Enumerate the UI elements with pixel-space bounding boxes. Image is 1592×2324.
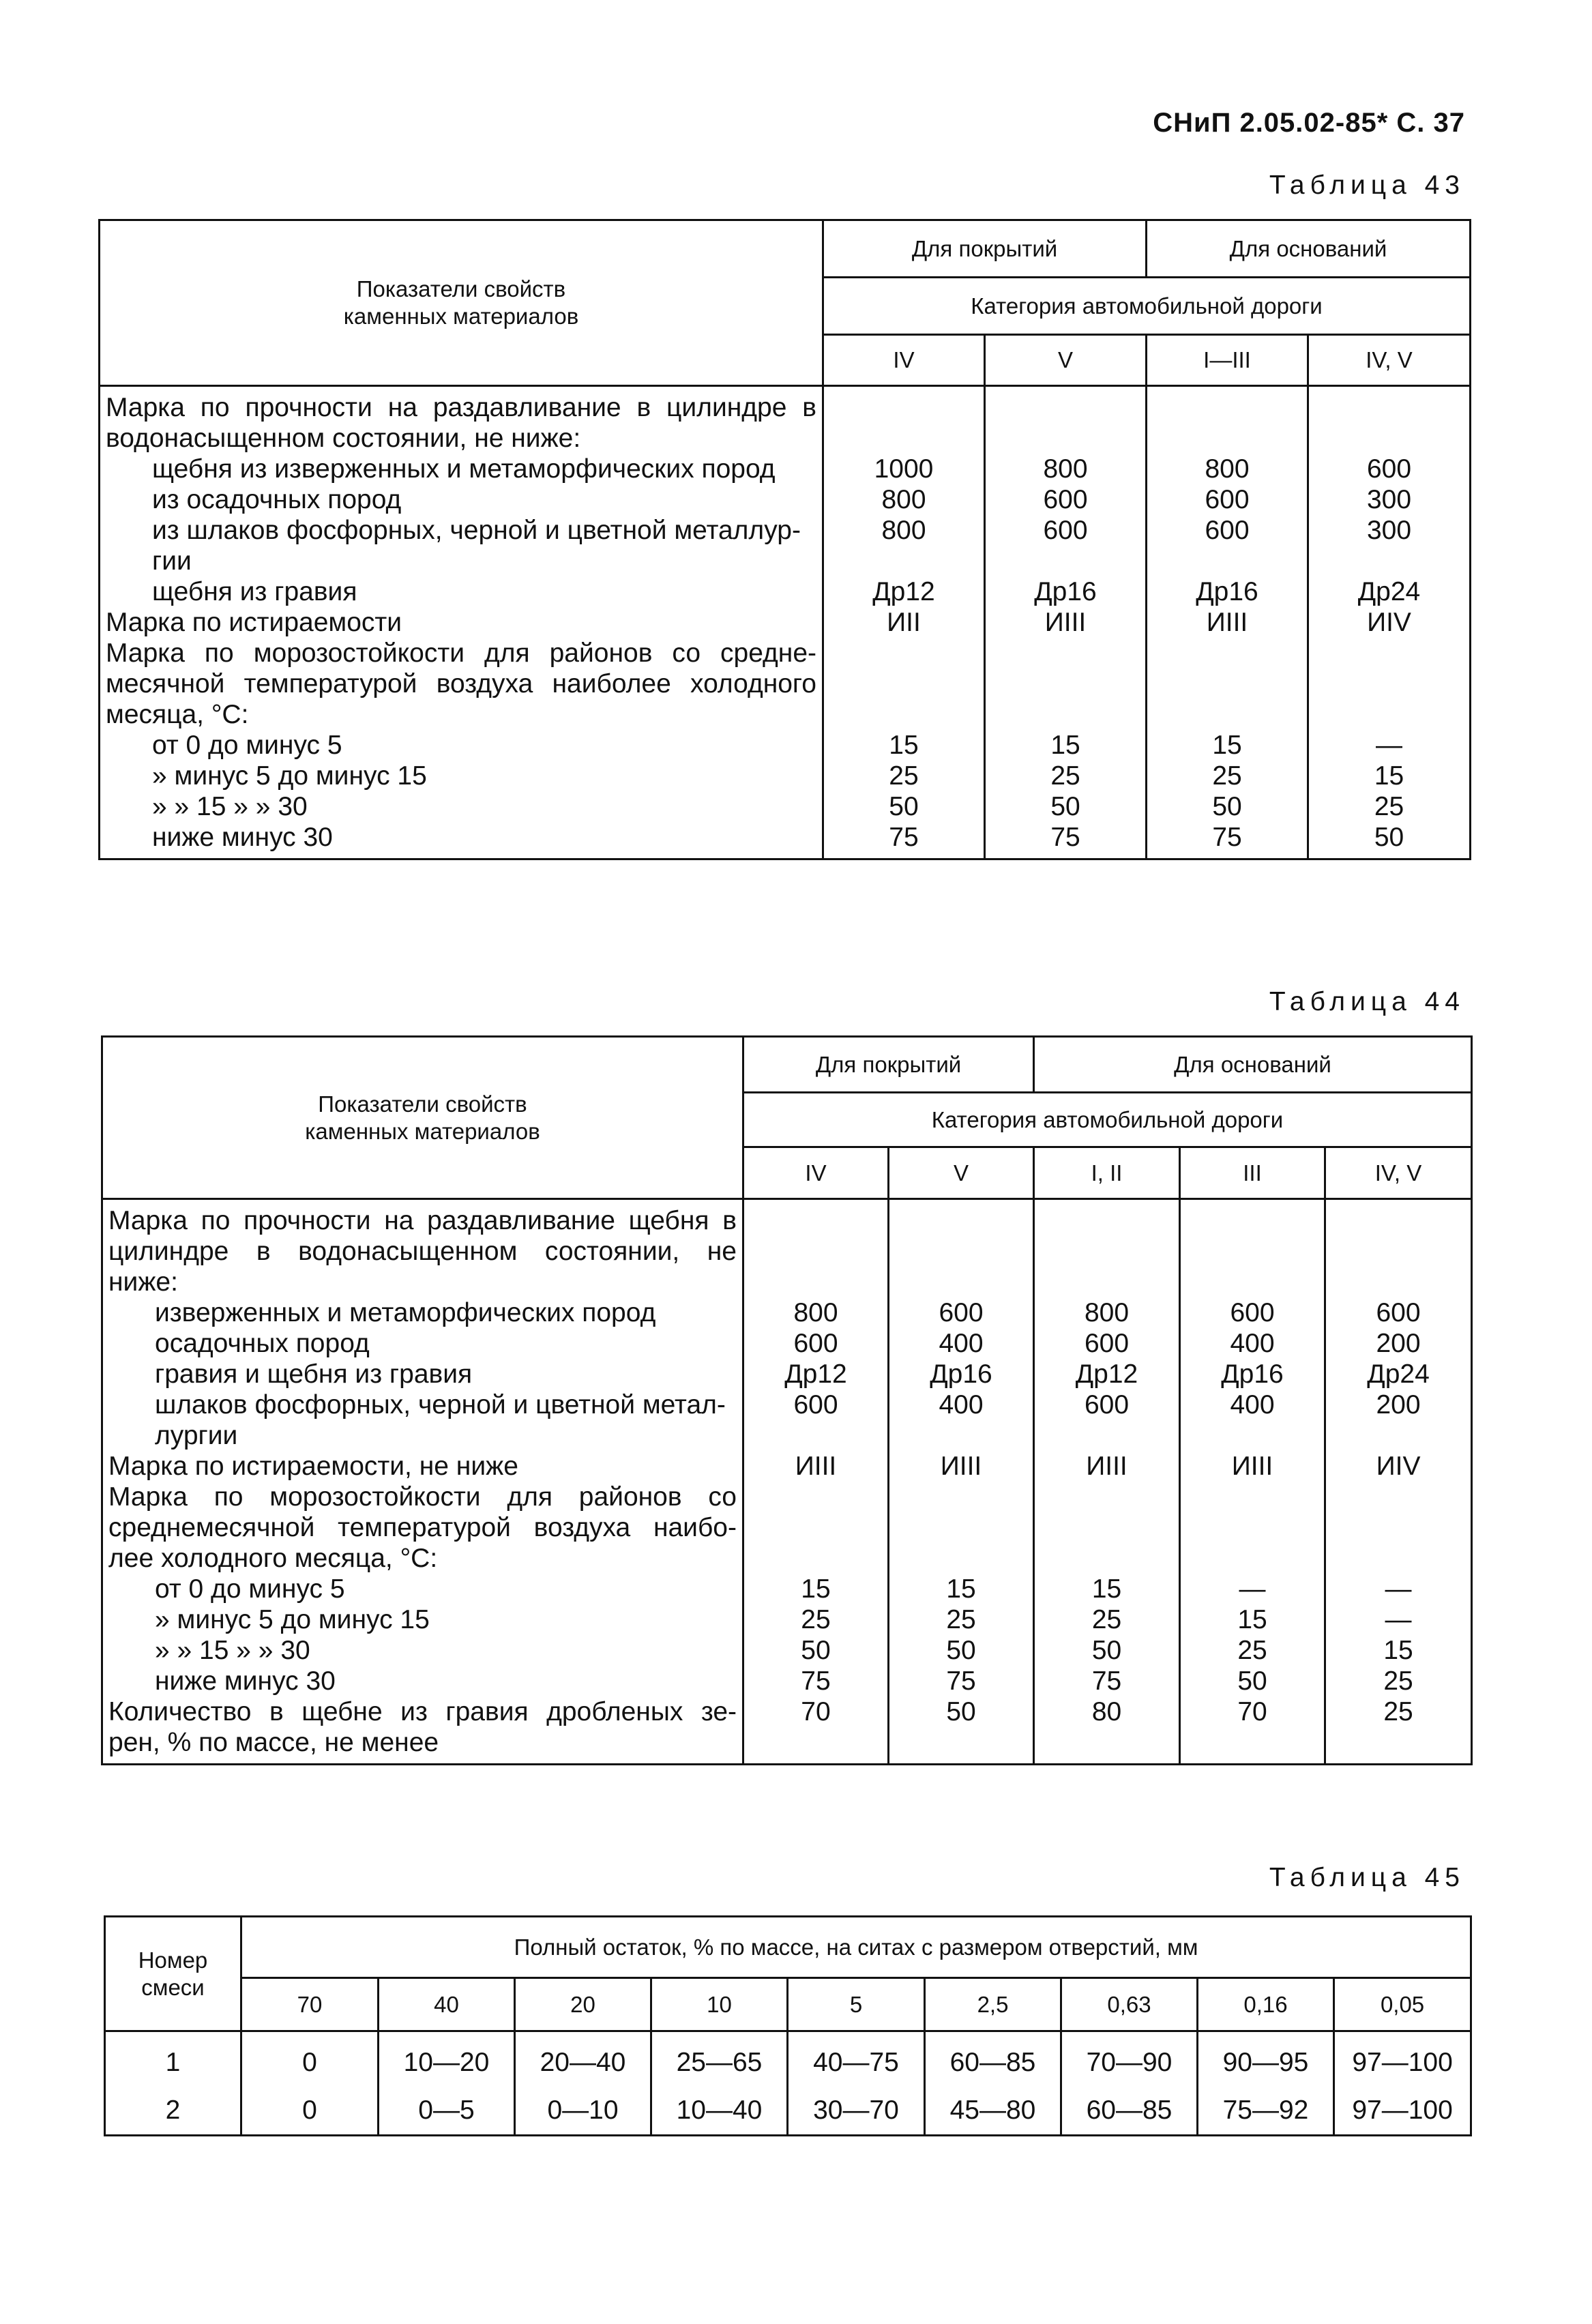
t43-empty-cell: [991, 423, 1140, 454]
t45-value-cell: 60—85: [949, 2048, 1036, 2077]
t44-empty-cell: [1040, 1727, 1173, 1758]
t43-empty-cell: [1314, 668, 1464, 699]
t43-value-cell: —: [1376, 731, 1403, 760]
t43-value-cell: 600: [1366, 454, 1412, 484]
t44-empty-cell: [1186, 1543, 1318, 1574]
t44-value-cell: 70: [1237, 1697, 1267, 1726]
t44-row-label: осадочных пород: [155, 1329, 370, 1358]
t44-value-cell: —: [1239, 1574, 1266, 1604]
t43-value-cell: 800: [881, 516, 926, 545]
t45-col-header: 5: [788, 1978, 925, 2031]
t45-value-cell: 10—20: [403, 2048, 490, 2077]
t44-col-header: V: [889, 1147, 1034, 1199]
t44-value-cell: 800: [1084, 1298, 1130, 1327]
t43-value-cell: 1000: [874, 454, 934, 484]
t43-row-label: водонасыщенном состоянии, не ниже:: [106, 424, 581, 453]
t43-empty-cell: [1314, 699, 1464, 730]
t44-value-column: [743, 1199, 889, 1765]
t44-row-label: от 0 до минус 5: [155, 1574, 345, 1604]
t43-empty-cell: [1314, 392, 1464, 423]
t44-empty-cell: [750, 1512, 882, 1543]
t43-value-cell: 15: [1374, 761, 1404, 791]
t43-empty-cell: [1153, 546, 1301, 576]
t44-empty-cell: [895, 1267, 1027, 1297]
t44-empty-cell: [1040, 1267, 1173, 1297]
t43-col-header: IV: [823, 335, 985, 386]
t44-value-column: [1325, 1199, 1472, 1765]
t43-value-cell: Др16: [1034, 577, 1097, 606]
t44-row-label: ниже минус 30: [155, 1666, 336, 1696]
t43-empty-cell: [991, 668, 1140, 699]
table-44: [101, 1035, 1473, 1765]
t44-empty-cell: [895, 1420, 1027, 1451]
t44-value-cell: Др12: [784, 1359, 847, 1389]
t45-ost-header: Полный остаток, % по массе, на ситах с размером отверстий, мм: [241, 1917, 1471, 1978]
t44-value-cell: 600: [939, 1298, 984, 1327]
t43-row-label: месяца, °С:: [106, 700, 249, 729]
t45-value-cell: 0: [302, 2048, 317, 2077]
t43-empty-cell: [829, 392, 978, 423]
t43-value-column: [985, 386, 1147, 859]
t44-value-cell: Др24: [1367, 1359, 1430, 1389]
t43-value-cell: 600: [1205, 516, 1250, 545]
t45-value-cell: 45—80: [949, 2095, 1036, 2125]
t45-value-column: [379, 2031, 515, 2136]
t43-value-cell: 800: [1205, 454, 1250, 484]
t45-value-column: [788, 2031, 925, 2136]
t44-empty-cell: [1331, 1420, 1465, 1451]
t44-empty-cell: [750, 1420, 882, 1451]
t43-value-cell: 25: [1374, 792, 1404, 821]
t43-row-label: Марка по морозостойкости для районов со средне-: [106, 638, 816, 668]
t43-empty-cell: [1314, 638, 1464, 668]
t44-empty-cell: [1040, 1236, 1173, 1267]
t44-empty-cell: [1040, 1543, 1173, 1574]
t43-value-cell: 800: [881, 485, 926, 514]
t43-empty-cell: [991, 546, 1140, 576]
t45-value-column: [1334, 2031, 1471, 2136]
t45-col-header: 0,63: [1061, 1978, 1198, 2031]
t43-value-cell: 300: [1366, 485, 1412, 514]
t45-col-header: 2,5: [925, 1978, 1061, 2031]
t43-col-header: V: [985, 335, 1147, 386]
t44-empty-cell: [1186, 1482, 1318, 1512]
t44-row-label: среднемесячной температурой воздуха наибо-: [108, 1513, 737, 1542]
t44-empty-cell: [895, 1236, 1027, 1267]
t44-row-label: Марка по истираемости, не ниже: [108, 1452, 518, 1481]
t43-value-cell: 15: [1212, 731, 1242, 760]
t45-value-column: [515, 2031, 651, 2136]
t44-value-cell: 600: [793, 1329, 838, 1358]
t44-value-cell: ИIII: [795, 1452, 837, 1481]
t45-num-header: Номер смеси: [105, 1917, 241, 2031]
t43-empty-cell: [1314, 546, 1464, 576]
t45-value-column: [651, 2031, 788, 2136]
t45-value-column: [1061, 2031, 1198, 2136]
t44-value-cell: 400: [1230, 1329, 1275, 1358]
t43-category-header: Категория автомобильной дороги: [823, 278, 1471, 335]
t44-row-label: цилиндре в водонасыщенном состоянии, не: [108, 1237, 737, 1266]
t44-value-cell: Др12: [1075, 1359, 1138, 1389]
t43-value-cell: 50: [1050, 792, 1080, 821]
t44-value-cell: 50: [946, 1697, 976, 1726]
t44-row-label: лее холодного месяца, °С:: [108, 1544, 438, 1573]
t44-row-label: изверженных и метаморфических пород: [155, 1298, 656, 1327]
t43-value-cell: 15: [889, 731, 919, 760]
t43-row-label: гии: [152, 546, 192, 576]
t44-empty-cell: [750, 1727, 882, 1758]
t44-value-cell: 50: [1091, 1636, 1122, 1665]
t44-empty-cell: [1331, 1205, 1465, 1236]
t44-empty-cell: [1186, 1512, 1318, 1543]
t45-col-header: 20: [515, 1978, 651, 2031]
table-44-caption: Таблица 44: [1269, 987, 1465, 1016]
t45-value-cell: 0: [302, 2095, 317, 2125]
t43-row-label: » » 15 » » 30: [152, 792, 308, 821]
t44-value-cell: ИIII: [1086, 1452, 1127, 1481]
t44-value-cell: ИIV: [1376, 1452, 1421, 1481]
t44-value-cell: 200: [1376, 1329, 1421, 1358]
t43-row-label: щебня из гравия: [152, 577, 357, 606]
t45-col-header: 70: [241, 1978, 379, 2031]
t43-empty-cell: [1153, 423, 1301, 454]
t44-value-cell: 600: [1376, 1298, 1421, 1327]
t44-empty-cell: [895, 1512, 1027, 1543]
t43-value-cell: Др12: [872, 577, 935, 606]
t43-value-cell: ИII: [887, 608, 921, 637]
t44-empty-cell: [1040, 1512, 1173, 1543]
t43-empty-cell: [1314, 423, 1464, 454]
t43-value-cell: 800: [1043, 454, 1088, 484]
t43-value-cell: 75: [1050, 823, 1080, 852]
t43-row-label: щебня из изверженных и метаморфических пород: [152, 454, 776, 484]
t43-value-cell: 50: [1374, 823, 1404, 852]
t43-value-column: [1308, 386, 1471, 859]
t45-col-header: 40: [379, 1978, 515, 2031]
t43-row-label: Марка по прочности на раздавливание в цилиндре в: [106, 393, 816, 422]
t45-value-column: [1198, 2031, 1334, 2136]
t44-row-label: » » 15 » » 30: [155, 1636, 310, 1665]
t43-empty-cell: [829, 638, 978, 668]
t44-value-cell: 75: [801, 1666, 831, 1696]
t43-value-cell: 15: [1050, 731, 1080, 760]
t44-empty-cell: [1331, 1512, 1465, 1543]
t45-value-cell: 75—92: [1222, 2095, 1309, 2125]
t44-col-header: IV, V: [1325, 1147, 1472, 1199]
t45-num-column: [105, 2031, 241, 2136]
t44-value-cell: 25: [1383, 1666, 1413, 1696]
t43-value-column: [823, 386, 985, 859]
t43-osn-header: Для оснований: [1147, 220, 1471, 278]
t45-value-column: [241, 2031, 379, 2136]
t44-row-label: ниже:: [108, 1267, 178, 1297]
t45-col-header: 0,05: [1334, 1978, 1471, 2031]
t45-value-cell: 30—70: [813, 2095, 899, 2125]
t44-empty-cell: [1186, 1727, 1318, 1758]
t43-row-label: ниже минус 30: [152, 823, 333, 852]
t44-empty-cell: [1186, 1420, 1318, 1451]
t43-col-header: IV, V: [1308, 335, 1471, 386]
t43-value-cell: ИIII: [1044, 608, 1087, 637]
t44-text-column: [102, 1199, 743, 1765]
t44-empty-cell: [750, 1482, 882, 1512]
t44-empty-cell: [1331, 1236, 1465, 1267]
table-43-caption: Таблица 43: [1269, 171, 1465, 200]
t44-value-cell: 600: [1084, 1329, 1130, 1358]
t43-value-column: [1147, 386, 1308, 859]
t44-row-label: » минус 5 до минус 15: [155, 1605, 430, 1634]
t43-value-cell: 600: [1043, 516, 1088, 545]
t44-empty-cell: [1331, 1543, 1465, 1574]
t43-empty-cell: [1153, 638, 1301, 668]
t43-pokr-header: Для покрытий: [823, 220, 1147, 278]
t44-empty-cell: [750, 1205, 882, 1236]
t43-value-cell: 600: [1205, 485, 1250, 514]
t43-empty-cell: [1153, 392, 1301, 423]
table-43: [98, 219, 1471, 860]
t44-row-label: Количество в щебне из гравия дробленых зе-: [108, 1697, 737, 1726]
t44-empty-cell: [1040, 1482, 1173, 1512]
t45-value-cell: 0—5: [418, 2095, 475, 2125]
t44-category-header: Категория автомобильной дороги: [743, 1093, 1472, 1147]
t43-col-header: I—III: [1147, 335, 1308, 386]
t44-row-label: Марка по морозостойкости для районов со: [108, 1482, 737, 1512]
t43-empty-cell: [829, 423, 978, 454]
t44-osn-header: Для оснований: [1034, 1037, 1472, 1093]
t44-row-label: гравия и щебня из гравия: [155, 1359, 473, 1389]
t43-value-cell: ИIV: [1367, 608, 1411, 637]
t44-value-cell: 70: [801, 1697, 831, 1726]
t44-value-cell: Др16: [1221, 1359, 1284, 1389]
table-45: [104, 1915, 1472, 2136]
t44-value-cell: 400: [1230, 1390, 1275, 1420]
t44-value-column: [1180, 1199, 1325, 1765]
t43-value-cell: Др24: [1357, 577, 1421, 606]
t44-empty-cell: [1186, 1205, 1318, 1236]
t44-empty-cell: [1186, 1267, 1318, 1297]
t45-value-cell: 97—100: [1352, 2095, 1453, 2125]
t44-col-header: IV: [743, 1147, 889, 1199]
t44-value-cell: 15: [1237, 1605, 1267, 1634]
t44-row-label: Марка по прочности на раздавливание щебня в: [108, 1206, 737, 1235]
t43-empty-cell: [1153, 699, 1301, 730]
t45-col-header: 0,16: [1198, 1978, 1334, 2031]
t45-value-cell: 20—40: [540, 2048, 626, 2077]
t44-value-cell: 75: [1091, 1666, 1122, 1696]
t45-value-cell: 10—40: [676, 2095, 763, 2125]
t43-empty-cell: [1153, 668, 1301, 699]
t43-value-cell: 300: [1366, 516, 1412, 545]
t44-empty-cell: [895, 1482, 1027, 1512]
t43-empty-cell: [991, 638, 1140, 668]
t44-value-cell: 80: [1091, 1697, 1122, 1726]
t43-row-label: » минус 5 до минус 15: [152, 761, 427, 791]
t43-row-label: месячной температурой воздуха наиболее холодного: [106, 669, 816, 698]
t43-empty-cell: [991, 699, 1140, 730]
t44-value-cell: 200: [1376, 1390, 1421, 1420]
page-header: СНиП 2.05.02-85* С. 37: [1153, 108, 1465, 138]
t44-value-cell: 600: [1084, 1390, 1130, 1420]
t45-value-cell: 70—90: [1086, 2048, 1173, 2077]
t44-pokr-header: Для покрытий: [743, 1037, 1034, 1093]
t44-row-label: шлаков фосфорных, черной и цветной метал-: [155, 1390, 726, 1420]
t44-value-cell: 50: [946, 1636, 976, 1665]
t44-empty-cell: [1040, 1420, 1173, 1451]
t45-value-column: [925, 2031, 1061, 2136]
t44-value-cell: 15: [1383, 1636, 1413, 1665]
t43-value-cell: 600: [1043, 485, 1088, 514]
t44-value-cell: ИIII: [1231, 1452, 1273, 1481]
t44-value-cell: 600: [793, 1390, 838, 1420]
t44-value-column: [1034, 1199, 1180, 1765]
t44-empty-cell: [1331, 1482, 1465, 1512]
t44-value-cell: —: [1385, 1605, 1412, 1634]
t44-value-cell: 50: [1237, 1666, 1267, 1696]
t43-empty-cell: [829, 668, 978, 699]
t44-row-label: рен, % по массе, не менее: [108, 1728, 439, 1757]
t44-value-cell: 15: [1091, 1574, 1122, 1604]
t44-empty-cell: [895, 1543, 1027, 1574]
t43-value-cell: 25: [1050, 761, 1080, 791]
t44-empty-cell: [750, 1267, 882, 1297]
t45-value-cell: 0—10: [547, 2095, 619, 2125]
t43-value-cell: Др16: [1196, 577, 1258, 606]
t44-value-cell: 50: [801, 1636, 831, 1665]
t45-col-header: 10: [651, 1978, 788, 2031]
t44-empty-cell: [1186, 1236, 1318, 1267]
t44-value-cell: Др16: [930, 1359, 992, 1389]
t43-value-cell: 50: [889, 792, 919, 821]
t44-col-header: III: [1180, 1147, 1325, 1199]
t44-value-cell: 25: [1383, 1697, 1413, 1726]
t43-row-label: Марка по истираемости: [106, 608, 402, 637]
t44-empty-cell: [750, 1236, 882, 1267]
t44-value-cell: 400: [939, 1329, 984, 1358]
t43-row-label: от 0 до минус 5: [152, 731, 342, 760]
t44-empty-cell: [1331, 1267, 1465, 1297]
t45-value-cell: 40—75: [813, 2048, 899, 2077]
t44-value-cell: 800: [793, 1298, 838, 1327]
t44-value-cell: 25: [801, 1605, 831, 1634]
t44-value-cell: 25: [1237, 1636, 1267, 1665]
t43-empty-cell: [991, 392, 1140, 423]
t44-value-cell: 400: [939, 1390, 984, 1420]
t43-value-cell: ИIII: [1206, 608, 1248, 637]
t44-value-cell: ИIII: [940, 1452, 982, 1481]
t44-empty-cell: [1331, 1727, 1465, 1758]
t44-value-cell: 25: [1091, 1605, 1122, 1634]
t43-props-header: Показатели свойств каменных материалов: [100, 220, 823, 386]
t44-row-label: лургии: [155, 1421, 238, 1450]
t43-empty-cell: [829, 699, 978, 730]
t43-row-label: из шлаков фосфорных, черной и цветной металлур-: [152, 516, 801, 545]
t43-value-cell: 25: [889, 761, 919, 791]
t45-mix-number: 2: [165, 2095, 181, 2125]
t44-empty-cell: [895, 1727, 1027, 1758]
t44-value-cell: 15: [801, 1574, 831, 1604]
t44-empty-cell: [895, 1205, 1027, 1236]
t43-value-cell: 75: [1212, 823, 1242, 852]
t44-empty-cell: [750, 1543, 882, 1574]
t43-value-cell: 25: [1212, 761, 1242, 791]
t43-text-column: [100, 386, 823, 859]
t45-value-cell: 25—65: [676, 2048, 763, 2077]
t43-row-label: из осадочных пород: [152, 485, 402, 514]
t43-value-cell: 50: [1212, 792, 1242, 821]
t45-value-cell: 97—100: [1352, 2048, 1453, 2077]
t43-value-cell: 75: [889, 823, 919, 852]
t44-value-cell: 25: [946, 1605, 976, 1634]
t45-mix-number: 1: [165, 2048, 181, 2077]
t44-value-cell: 15: [946, 1574, 976, 1604]
table-45-caption: Таблица 45: [1269, 1863, 1465, 1892]
t45-value-cell: 60—85: [1086, 2095, 1173, 2125]
t44-value-column: [889, 1199, 1034, 1765]
t45-value-cell: 90—95: [1222, 2048, 1309, 2077]
t44-value-cell: 75: [946, 1666, 976, 1696]
t44-col-header: I, II: [1034, 1147, 1180, 1199]
t44-value-cell: 600: [1230, 1298, 1275, 1327]
t44-props-header: Показатели свойств каменных материалов: [102, 1037, 743, 1199]
t44-value-cell: —: [1385, 1574, 1412, 1604]
t43-empty-cell: [829, 546, 978, 576]
t44-empty-cell: [1040, 1205, 1173, 1236]
